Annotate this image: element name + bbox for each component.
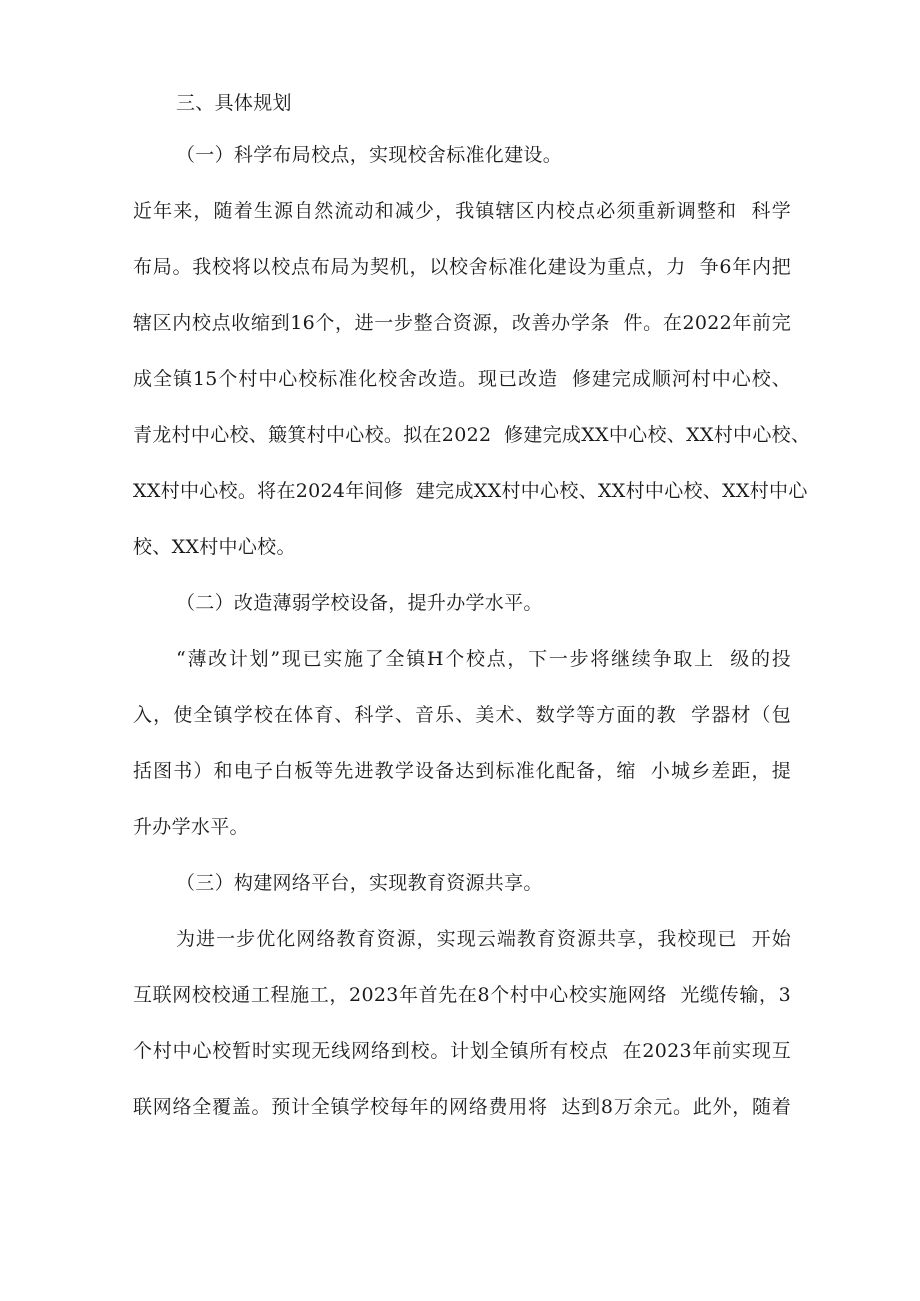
paragraph-line: 青龙村中心校、簸箕村中心校。拟在2022 修建完成XX中心校、XX村中心校、 [133, 424, 811, 446]
section2-heading: （二）改造薄弱学校设备，提升办学水平。 [176, 592, 543, 614]
paragraph-line: 校、XX村中心校。 [133, 536, 296, 558]
section-heading-main: 三、具体规划 [176, 92, 292, 114]
paragraph-line: 联网络全覆盖。预计全镇学校每年的网络费用将 达到8万余元。此外，随着 [133, 1096, 791, 1118]
paragraph-line: 个村中心校暂时实现无线网络到校。计划全镇所有校点 在2023年前实现互 [133, 1040, 791, 1062]
paragraph-line: 入，使全镇学校在体育、科学、音乐、美术、数学等方面的教 学器材（包 [133, 704, 791, 726]
paragraph-line: 升办学水平。 [133, 816, 249, 838]
paragraph-line: 成全镇15个村中心校标准化校舍改造。现已改造 修建完成顺河村中心校、 [133, 368, 791, 390]
paragraph-line: “薄改计划”现已实施了全镇H个校点，下一步将继续争取上 级的投 [176, 648, 791, 670]
paragraph-line: 辖区内校点收缩到16个，进一步整合资源，改善办学条 件。在2022年前完 [133, 312, 791, 334]
section1-heading: （一）科学布局校点，实现校舍标准化建设。 [176, 144, 563, 166]
paragraph-line: 布局。我校将以校点布局为契机，以校舍标准化建设为重点，力 争6年内把 [133, 256, 791, 278]
paragraph-line: 为进一步优化网络教育资源，实现云端教育资源共享，我校现已 开始 [176, 928, 791, 950]
paragraph-line: XX村中心校。将在2024年间修 建完成XX村中心校、XX村中心校、XX村中心 [133, 480, 808, 502]
paragraph-line: 互联网校校通工程施工，2023年首先在8个村中心校实施网络 光缆传输，3 [133, 984, 791, 1006]
paragraph-line: 近年来，随着生源自然流动和减少，我镇辖区内校点必须重新调整和 科学 [133, 200, 791, 222]
section3-heading: （三）构建网络平台，实现教育资源共享。 [176, 872, 543, 894]
paragraph-line: 括图书）和电子白板等先进教学设备达到标准化配备，缩 小城乡差距，提 [133, 760, 791, 782]
